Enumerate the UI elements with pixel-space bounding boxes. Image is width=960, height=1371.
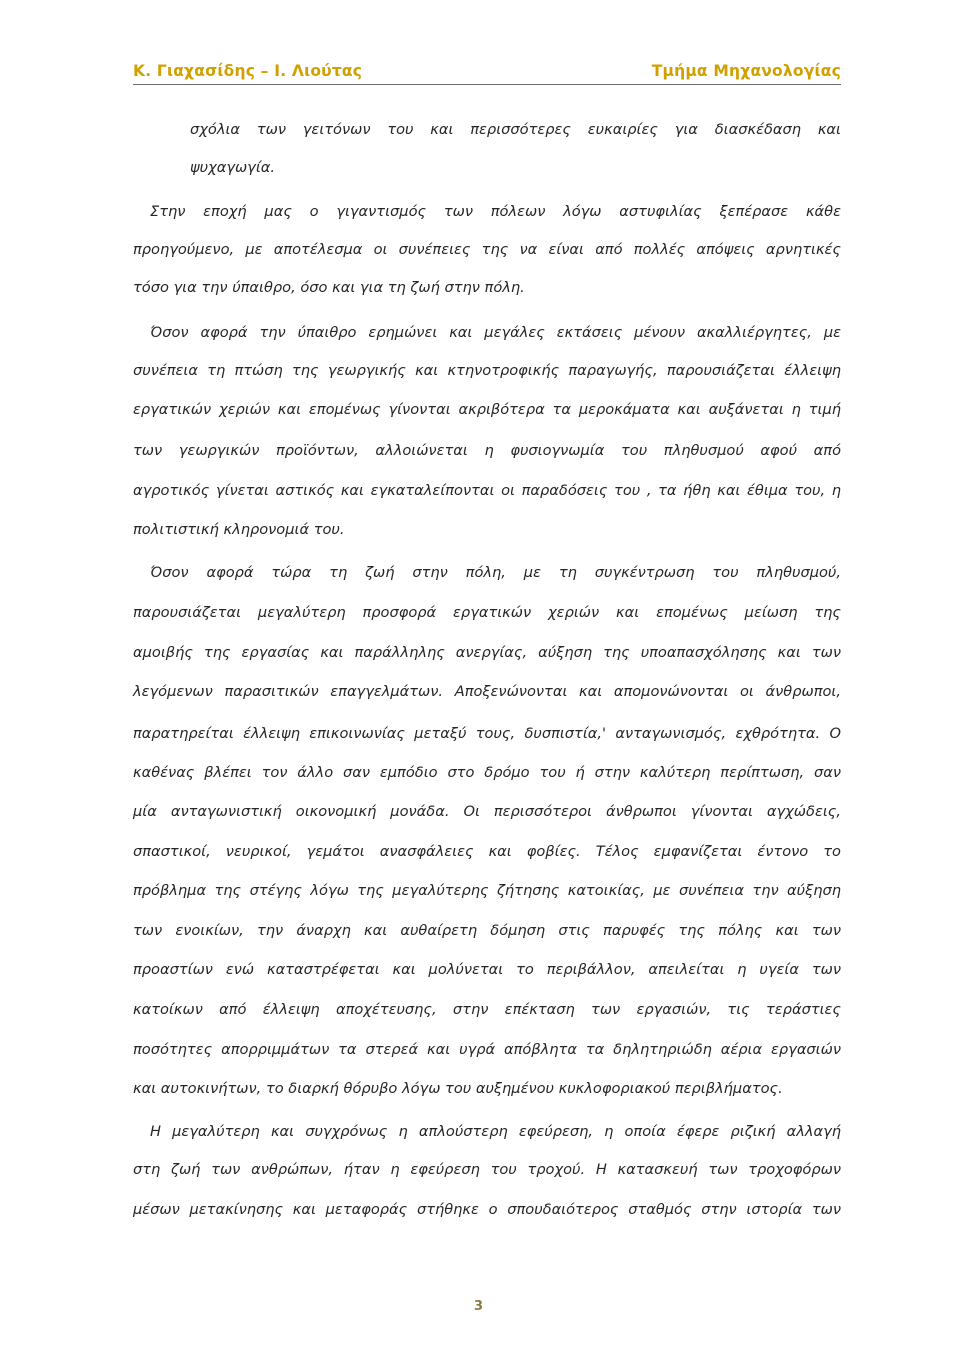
text-line: ποσότητες απορριμμάτων τα στερεά και υγρά απόβλητα τα δηλητηριώδη αέρια εργασιών [133,1041,841,1058]
text-line: και αυτοκινήτων, το διαρκή θόρυβο λόγω του αυξημένου κυκλοφοριακού περιβλήματος. [133,1080,783,1097]
text-line: παρατηρείται έλλειψη επικοινωνίας μεταξύ τους, δυσπιστία,' ανταγωνισμός, εχθρότητα. Ο [133,725,841,742]
text-line: αμοιβής της εργασίας και παράλληλης ανεργίας, αύξηση της υποαπασχόλησης και των [133,644,841,661]
text-line: Η μεγαλύτερη και συγχρόνως η απλούστερη εφεύρεση, η οποία έφερε ριζική αλλαγή [150,1123,841,1140]
text-line: Όσον αφορά τώρα τη ζωή στην πόλη, με τη συγκέντρωση του πληθυσμού, [150,564,841,581]
text-line: των γεωργικών προϊόντων, αλλοιώνεται η φυσιογνωμία του πληθυσμού αφού από [133,442,841,459]
text-line: καθένας βλέπει τον άλλο σαν εμπόδιο στο δρόμο του ή στην καλύτερη περίπτωση, σαν [133,764,841,781]
text-line: προηγούμενο, με αποτέλεσμα οι συνέπειες της να είναι από πολλές απόψεις αρνητικές [133,241,841,258]
text-line: παρουσιάζεται μεγαλύτερη προσφορά εργατικών χεριών και επομένως μείωση της [133,604,841,621]
page-header [133,60,841,85]
text-line: τόσο για την ύπαιθρο, όσο και για τη ζωή στην πόλη. [133,279,525,296]
text-line: πολιτιστική κληρονομιά του. [133,521,345,538]
text-line: Στην εποχή μας ο γιγαντισμός των πόλεων λόγω αστυφιλίας ξεπέρασε κάθε [150,203,841,220]
text-line: Όσον αφορά την ύπαιθρο ερημώνει και μεγάλες εκτάσεις μένουν ακαλλιέργητες, με [150,324,841,341]
text-line: μία ανταγωνιστική οικονομική μονάδα. Οι περισσότεροι άνθρωποι γίνονται αγχώδεις, [133,803,841,820]
text-line: κατοίκων από έλλειψη αποχέτευσης, στην επέκταση των εργασιών, τις τεράστιες [133,1001,841,1018]
text-line: λεγόμενων παρασιτικών επαγγελμάτων. Αποξενώνονται και απομονώνονται οι άνθρωποι, [133,683,841,700]
text-line: σχόλια των γειτόνων του και περισσότερες ευκαιρίες για διασκέδαση και [190,121,841,138]
page-number: 3 [474,1299,484,1314]
text-line: αγροτικός γίνεται αστικός και εγκαταλείπονται οι παραδόσεις του , τα ήθη και έθιμα του, η [133,482,841,499]
text-line: πρόβλημα της στέγης λόγω της μεγαλύτερης ζήτησης κατοικίας, με συνέπεια την αύξηση [133,882,841,899]
text-line: των ενοικίων, την άναρχη και αυθαίρετη δόμηση στις παρυφές της πόλης και των [133,922,841,939]
text-line: ψυχαγωγία. [190,159,276,176]
text-line: στη ζωή των ανθρώπων, ήταν η εφεύρεση του τροχού. Η κατασκευή των τροχοφόρων [133,1161,841,1178]
header-department: Τμήμα Μηχανολογίας [651,62,841,80]
text-line: προαστίων ενώ καταστρέφεται και μολύνεται το περιβάλλον, απειλείται η υγεία των [133,961,841,978]
header-authors: Κ. Γιαχασίδης – Ι. Λιούτας [133,62,363,80]
text-line: μέσων μετακίνησης και μεταφοράς στήθηκε ο σπουδαιότερος σταθμός στην ιστορία των [133,1201,841,1218]
text-line: σπαστικοί, νευρικοί, γεμάτοι ανασφάλειες και φοβίες. Τέλος εμφανίζεται έντονο το [133,843,841,860]
text-line: συνέπεια τη πτώση της γεωργικής και κτηνοτροφικής παραγωγής, παρουσιάζεται έλλειψη [133,362,841,379]
text-line: εργατικών χεριών και επομένως γίνονται ακριβότερα τα μεροκάματα και αυξάνεται η τιμή [133,401,841,418]
